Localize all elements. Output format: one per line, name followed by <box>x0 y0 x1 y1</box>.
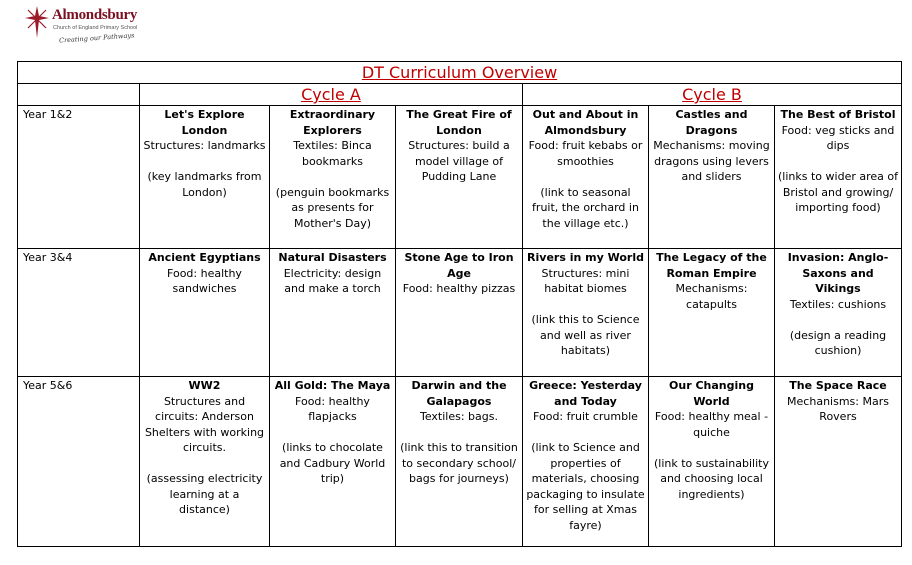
school-crest-icon <box>22 4 52 40</box>
topic-cell <box>775 249 902 377</box>
topic-description: Mechanisms: catapults <box>675 282 748 311</box>
topic-cell <box>649 249 775 377</box>
topic-description: Textiles: bags. (link this to transition to secondary school/ bags for journeys) <box>400 410 518 485</box>
topic-description: Food: fruit crumble (link to Science and properties of materials, choosing packaging to insulate for selling at Xmas fayre) <box>526 410 645 532</box>
table-row <box>18 377 902 547</box>
topic-title: The Space Race <box>789 379 887 392</box>
topic-description: Food: fruit kebabs or smoothies (link to seasonal fruit, the orchard in the village etc.) <box>528 139 643 230</box>
cycle-a-header: Cycle A <box>140 84 523 106</box>
topic-description: Textiles: Binca bookmarks (penguin bookmarks as presents for Mother's Day) <box>275 139 390 230</box>
topic-title: Natural Disasters <box>278 251 387 264</box>
topic-description: Food: healthy pizzas <box>402 282 516 295</box>
topic-description: Structures: landmarks (key landmarks from London) <box>143 139 266 199</box>
table-row <box>18 106 902 249</box>
topic-cell <box>523 249 649 377</box>
topic-cell <box>140 106 270 249</box>
topic-title: The Best of Bristol <box>780 108 896 121</box>
topic-title: Our Changing World <box>669 379 754 408</box>
topic-description: Food: healthy flapjacks (links to chocolate and Cadbury World trip) <box>279 394 386 485</box>
topic-description: Structures and circuits: Anderson Shelters with working circuits. (assessing electricity learning at a distance) <box>144 394 265 516</box>
topic-description: Food: healthy meal - quiche (link to sustainability and choosing local ingredients) <box>653 410 769 501</box>
topic-title: WW2 <box>188 379 221 392</box>
topic-title: Greece: Yesterday and Today <box>529 379 642 408</box>
topic-cell <box>649 106 775 249</box>
topic-title: Darwin and the Galapagos <box>411 379 507 408</box>
year-label: Year 5&6 <box>18 377 140 547</box>
topic-title: Out and About in Almondsbury <box>532 108 639 137</box>
topic-cell <box>523 106 649 249</box>
topic-description: Mechanisms: moving dragons using levers and sliders <box>653 139 770 183</box>
year-label: Year 1&2 <box>18 106 140 249</box>
topic-cell <box>396 106 523 249</box>
year-label: Year 3&4 <box>18 249 140 377</box>
topic-title: The Great Fire of London <box>406 108 512 137</box>
topic-cell <box>523 377 649 547</box>
curriculum-table <box>17 61 902 547</box>
topic-cell <box>270 106 396 249</box>
topic-title: Stone Age to Iron Age <box>404 251 514 280</box>
topic-description: Electricity: design and make a torch <box>283 266 382 295</box>
school-logo <box>22 4 142 50</box>
topic-title: All Gold: The Maya <box>274 379 391 392</box>
topic-cell <box>140 377 270 547</box>
topic-title: Extraordinary Explorers <box>289 108 376 137</box>
topic-title: Castles and Dragons <box>675 108 748 137</box>
logo-subtitle: Church of England Primary School <box>53 25 138 31</box>
topic-cell <box>396 249 523 377</box>
topic-cell <box>270 377 396 547</box>
topic-cell <box>270 249 396 377</box>
topic-description: Structures: build a model village of Pudding Lane <box>408 139 510 183</box>
topic-description: Food: veg sticks and dips (links to wider area of Bristol and growing/ importing food) <box>778 123 898 214</box>
cycle-b-header: Cycle B <box>523 84 902 106</box>
topic-cell <box>140 249 270 377</box>
topic-description: Mechanisms: Mars Rovers <box>787 394 889 423</box>
topic-title: Rivers in my World <box>527 251 644 264</box>
topic-title: Invasion: Anglo-Saxons and Vikings <box>787 251 889 295</box>
topic-description: Food: healthy sandwiches <box>167 266 242 295</box>
topic-cell <box>396 377 523 547</box>
table-row <box>18 249 902 377</box>
topic-title: Ancient Egyptians <box>148 251 261 264</box>
topic-description: Structures: mini habitat biomes (link this to Science and well as river habitats) <box>531 266 640 357</box>
page-title: DT Curriculum Overview <box>18 62 902 84</box>
topic-cell <box>649 377 775 547</box>
topic-description: Textiles: cushions (design a reading cushion) <box>789 297 887 357</box>
topic-title: The Legacy of the Roman Empire <box>656 251 767 280</box>
topic-title: Let's Explore London <box>164 108 245 137</box>
topic-cell <box>775 377 902 547</box>
logo-motto: Creating our Pathways <box>58 31 135 45</box>
logo-name: Almondsbury <box>52 7 138 23</box>
header-blank <box>18 84 140 106</box>
topic-cell <box>775 106 902 249</box>
